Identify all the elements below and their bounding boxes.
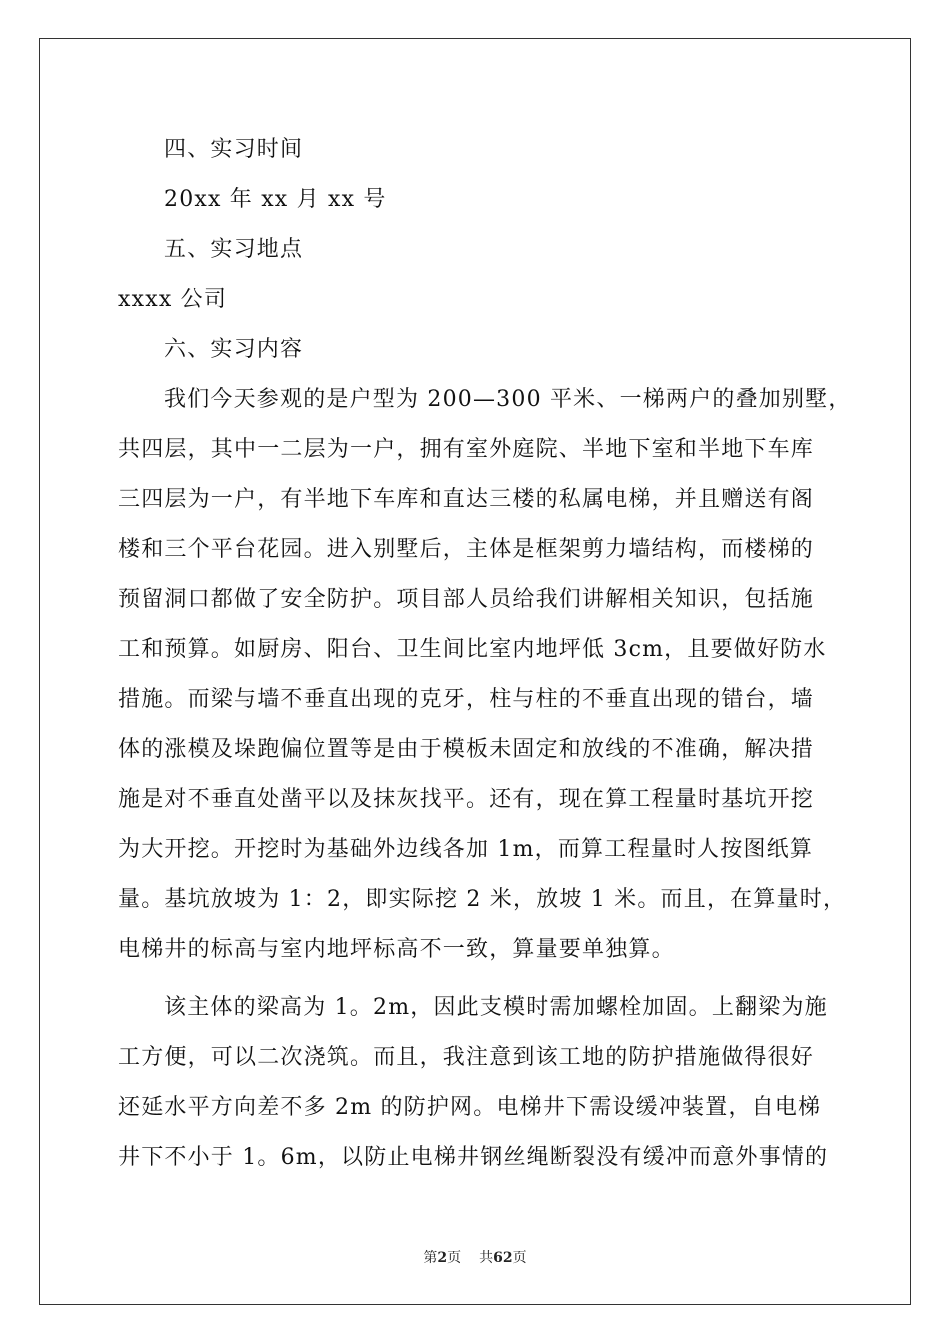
page-suffix: 页 [447, 1250, 462, 1266]
paragraph-line: 措施。而梁与墙不垂直出现的克牙，柱与柱的不垂直出现的错台，墙 [118, 687, 815, 712]
total-prefix: 共 [479, 1250, 494, 1266]
internship-date: 20xx 年 xx 月 xx 号 [164, 187, 387, 212]
document-body [118, 125, 852, 1183]
heading-internship-time: 四、实习时间 [164, 137, 304, 162]
internship-company: xxxx 公司 [118, 287, 228, 312]
heading-internship-content: 六、实习内容 [164, 337, 304, 362]
paragraph-gap [118, 975, 834, 983]
paragraph-line: 还延水平方向差不多 2m 的防护网。电梯井下需设缓冲装置，自电梯 [118, 1095, 822, 1120]
paragraph-structure [118, 983, 834, 1183]
paragraph-line: 预留洞口都做了安全防护。项目部人员给我们讲解相关知识，包括施 [118, 587, 815, 612]
paragraph-line: 电梯井的标高与室内地坪标高不一致，算量要单独算。 [118, 937, 675, 962]
paragraph-line: 施是对不垂直处凿平以及抹灰找平。还有，现在算工程量时基坑开挖 [118, 787, 815, 812]
total-pages: 62 [493, 1250, 513, 1266]
paragraph-line: 工和预算。如厨房、阳台、卫生间比室内地坪低 3cm，且要做好防水 [118, 637, 827, 662]
page-footer [0, 1247, 950, 1267]
paragraph-line: 量。基坑放坡为 1：2，即实际挖 2 米，放坡 1 米。而且，在算量时， [118, 887, 847, 912]
paragraph-site-visit [118, 375, 852, 975]
paragraph-line: 共四层，其中一二层为一户，拥有室外庭院、半地下室和半地下车库 [118, 437, 815, 462]
paragraph-line: 我们今天参观的是户型为 200—300 平米、一梯两户的叠加别墅， [164, 387, 852, 412]
heading-internship-location: 五、实习地点 [164, 237, 304, 262]
paragraph-line: 井下不小于 1。6m，以防止电梯井钢丝绳断裂没有缓冲而意外事情的 [118, 1145, 829, 1170]
paragraph-line: 工方便，可以二次浇筑。而且，我注意到该工地的防护措施做得很好 [118, 1045, 815, 1070]
paragraph-line: 体的涨模及垛跑偏位置等是由于模板未固定和放线的不准确，解决措 [118, 737, 815, 762]
paragraph-line: 三四层为一户，有半地下车库和直达三楼的私属电梯，并且赠送有阁 [118, 487, 815, 512]
paragraph-line: 该主体的梁高为 1。2m，因此支模时需加螺栓加固。上翻梁为施 [164, 995, 828, 1020]
paragraph-line: 楼和三个平台花园。进入别墅后，主体是框架剪力墙结构，而楼梯的 [118, 537, 815, 562]
total-suffix: 页 [512, 1250, 527, 1266]
page-number: 2 [437, 1250, 448, 1266]
page-prefix: 第 [423, 1250, 438, 1266]
paragraph-line: 为大开挖。开挖时为基础外边线各加 1m，而算工程量时人按图纸算 [118, 837, 814, 862]
